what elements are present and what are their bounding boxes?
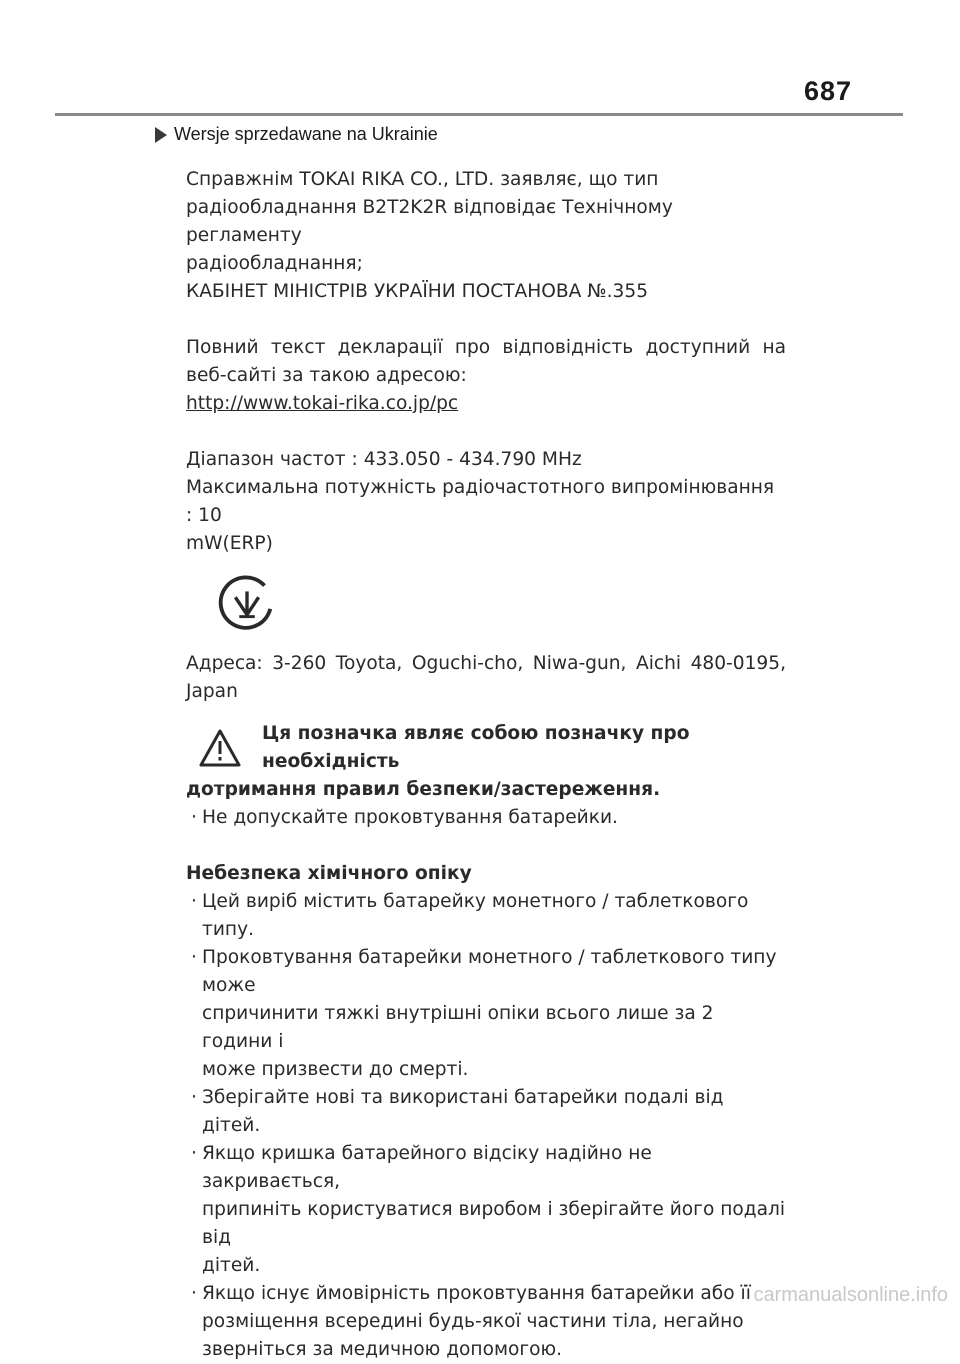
bullet-dot: ·	[191, 1087, 197, 1108]
full-text-line-2: веб-сайті за такою адресою:	[186, 365, 467, 386]
declaration-line-4: КАБІНЕТ МІНІСТРІВ УКРАЇНИ ПОСТАНОВА №.355	[186, 281, 649, 302]
section-heading-text: Wersje sprzedawane na Ukrainie	[174, 124, 438, 144]
chemical-bullet-3	[186, 1084, 786, 1140]
page-number: 687	[803, 76, 852, 106]
chemical-bullet-4-line-1: Якщо кришка батарейного відсіку надійно не закривається,	[202, 1143, 652, 1192]
declaration-line-1: Справжнім TOKAI RIKA CO., LTD. заявляє, що тип	[186, 169, 659, 190]
chemical-bullet-4-line-2: припиніть користуватися виробом і зберігайте його подалі від	[202, 1199, 786, 1248]
chemical-bullet-2	[186, 944, 786, 1084]
max-power-line-1: Максимальна потужність радіочастотного випромінювання : 10	[186, 477, 775, 526]
warning-line-2: дотримання правил безпеки/застереження.	[186, 779, 661, 800]
bullet-dot: ·	[191, 1283, 197, 1304]
ukrainian-conformity-mark-icon	[216, 574, 278, 636]
declaration-line-3: радіообладнання;	[186, 253, 363, 274]
warning-bullet-text: Не допускайте проковтування батарейки.	[202, 807, 618, 828]
chemical-bullet-5-line-1: Якщо існує ймовірність проковтування батарейки або її	[202, 1283, 751, 1304]
chemical-bullet-4-line-3: дітей.	[202, 1255, 261, 1276]
chemical-bullet-2-line-1: Проковтування батарейки монетного / таблеткового типу може	[202, 947, 777, 996]
page-content	[186, 166, 786, 1364]
chemical-bullet-2-line-3: може призвести до смерті.	[202, 1059, 469, 1080]
chemical-burn-title: Небезпека хімічного опіку	[186, 863, 472, 884]
warning-triangle-icon	[198, 728, 242, 768]
chemical-bullet-2-line-2: спричинити тяжкі внутрішні опіки всього лише за 2 години і	[202, 1003, 714, 1052]
address-line-1: Адреса: 3-260 Toyota, Oguchi-cho, Niwa-gun, Aichi 480-0195,	[186, 653, 786, 674]
declaration-line-2: радіообладнання B2T2K2R відповідає Технічному регламенту	[186, 197, 673, 246]
warning-line-1: Ця позначка являє собою позначку про необхідність	[262, 723, 690, 772]
chemical-bullet-5	[186, 1280, 786, 1364]
chemical-bullet-4	[186, 1140, 786, 1280]
chemical-bullet-1-line-1: Цей виріб містить батарейку монетного / таблеткового типу.	[202, 891, 749, 940]
warning-notice	[186, 720, 786, 776]
address-line-2: Japan	[186, 681, 238, 702]
section-heading	[155, 124, 438, 145]
frequency-range: Діапазон частот : 433.050 - 434.790 MHz	[186, 449, 582, 470]
full-text-line-1: Повний текст декларації про відповідність доступний на	[186, 337, 786, 358]
chemical-bullet-3-line-1: Зберігайте нові та використані батарейки подалі від дітей.	[202, 1087, 724, 1136]
max-power-line-2: mW(ERP)	[186, 533, 273, 554]
chemical-bullet-1	[186, 888, 786, 944]
play-triangle-icon	[155, 127, 167, 143]
bullet-dot: ·	[191, 807, 197, 828]
warning-bullet	[186, 804, 786, 832]
bullet-dot: ·	[191, 947, 197, 968]
watermark-footer: carmanualsonline.info	[753, 1284, 948, 1306]
header-rule	[55, 113, 903, 116]
chemical-bullet-5-line-3: зверніться за медичною допомогою.	[202, 1339, 563, 1360]
bullet-dot: ·	[191, 1143, 197, 1164]
bullet-dot: ·	[191, 891, 197, 912]
declaration-url-link[interactable]: http://www.tokai-rika.co.jp/pc	[186, 393, 459, 414]
chemical-bullet-5-line-2: розміщення всередині будь-якої частини тіла, негайно	[202, 1311, 744, 1332]
